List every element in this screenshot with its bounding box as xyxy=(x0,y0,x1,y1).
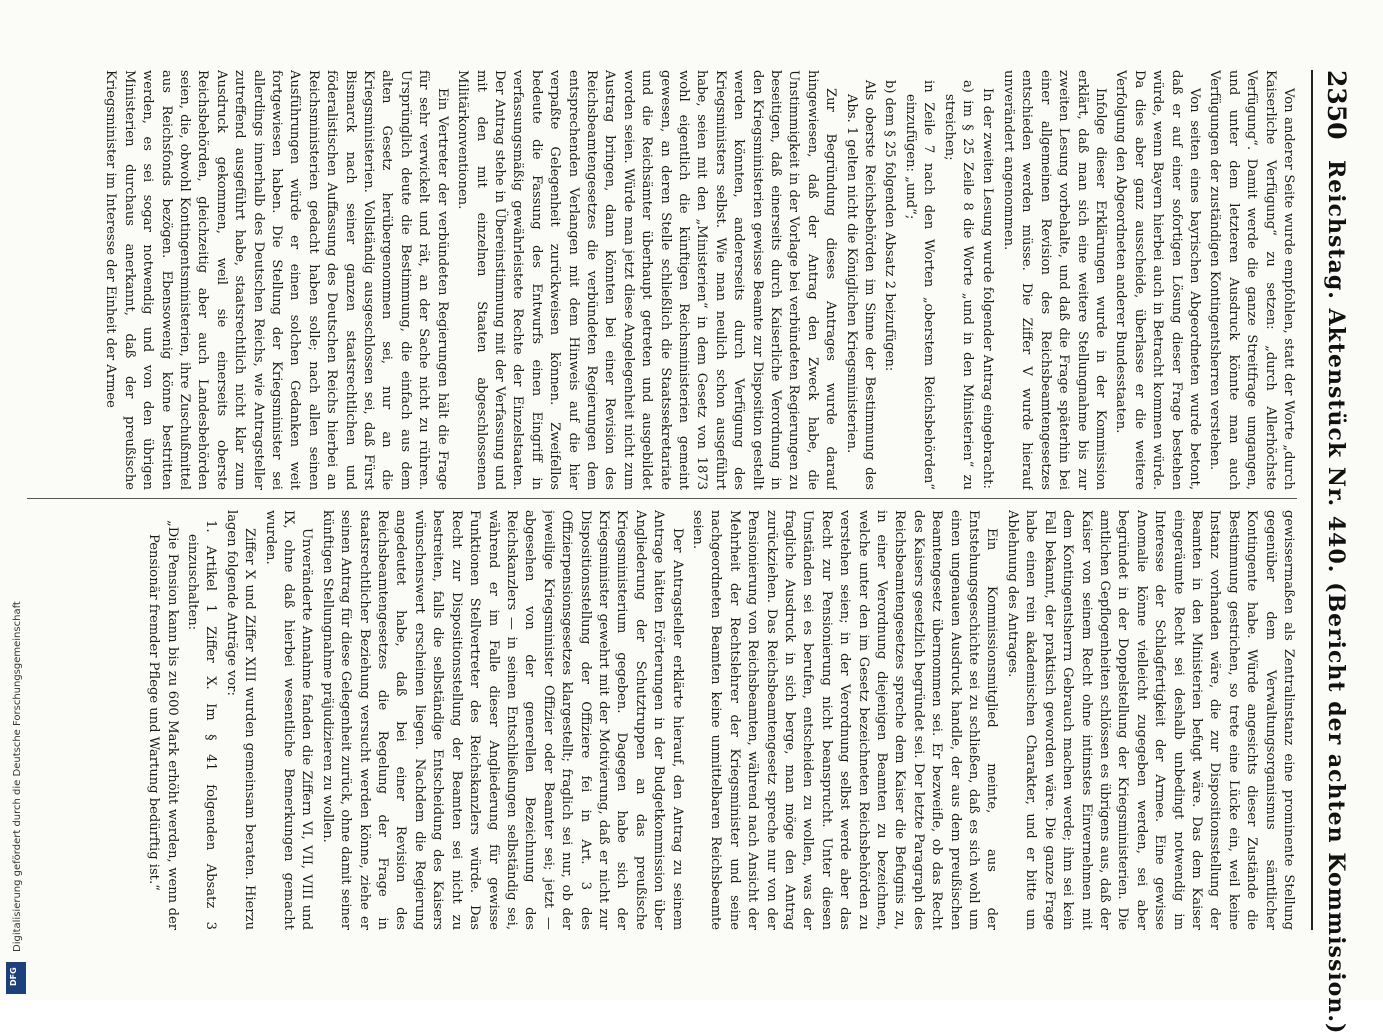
paragraph: In der zweiten Lesung wurde folgender Antrag eingebracht: xyxy=(980,88,996,489)
motion-item: 1. Artikel 1 Ziffer X. Im § 41 folgenden Absatz 3 einzuschalten: xyxy=(185,520,219,930)
right-text-column xyxy=(27,510,1297,930)
page-number: 2350 xyxy=(1322,70,1351,140)
left-text-column xyxy=(27,70,1297,490)
page-header xyxy=(1311,70,1355,1034)
motion-item: „Die Pension kann bis zu 600 Mark erhöht werden, wenn der Pensionär fremder Pflege und Wartung bedürftig ist.“ xyxy=(146,520,180,930)
running-title: Reichstag. Aktenstück Nr. 440. (Bericht der achten Kommission.) xyxy=(1323,160,1349,1034)
digitization-note xyxy=(12,601,24,952)
paragraph: Infolge dieser Erklärungen wurde in der Kommission erklärt, daß man sich eine weitere Stellungnahme bis zur zweiten Lesung vorbehalte, und daß die Frage späterhin bei einer allgemeinen Revision des Reichsbeamtengesetzes entschieden werden müsse. Die Ziffer V wurde hierauf unverändert angenommen. xyxy=(1000,70,1108,490)
paragraph: Der Antragsteller erklärte hierauf, den Antrag zu seinem Antrage hätten Erörterungen in der Budgetkommission über Angliederung der Schutztruppen an das preußische Kriegsministerium gegeben. Dagegen habe sich der Kriegsminister gewehrt mit der Motivierung, daß er nicht zur Dispositionsstellung der Offiziere fei in Art. 3 des Offizierpensionsgesetzes klargestellt; fraglich sei nur, ob der jeweilige Kriegsminister Offizier oder Beamter sei; jetzt — abgesehen von der generellen Bezeichnung des Reichskanzlers — in seinen Entschließungen selbständig sei, während er im Falle dieser Angliederung für gewisse Funktionen Stellvertreter des Reichskanzlers würde. Das Recht zur Dispositionsstellung der Beamten sei nicht zu bestreiten, falls die selbständige Entscheidung des Kaisers wünschenswert erscheinen liegen. Nachdem die Regierung angedeutet habe, daß bei einer Revision des Reichsbeamtengesetzes die Regelung der Frage in staatsrechtlicher Beziehung versucht werden könne, ziehe er seinen Antrag für diese Gelegenheit zurück, ohne damit seiner künftigen Stellungnahme präjudizieren zu wollen. xyxy=(319,510,685,930)
dfg-logo-text: DFG xyxy=(9,967,18,986)
column-divider xyxy=(27,498,1297,499)
paragraph: gewissermaßen als Zentralinstanz eine prominente Stellung gegenüber dem Verwaltungsorganismus sämtlicher Kontingente habe. Würde angesichts dieser Zustände die Bestimmung gestrichen, so trete eine Lücke ein, weil keine Instanz vorhanden wäre, die zur Dispositionsstellung der Beamten in den Ministerien befugt wäre. Das dem Kaiser eingeräumte Recht sei deshalb unbedingt notwendig im Interesse der Schlagfertigkeit der Armee. Eine gewisse Anomalie könne vielleicht zugegeben werden, sei aber begründet in der Doppelstellung der Kriegsministerien. Die amtlichen Gepflogenheiten schlössen es übrigens aus, daß der Kaiser von seinem Recht ohne intimstes Einvernehmen mit dem Kontingentsherrn Gebrauch machen werde; ihm sei kein Fall bekannt, der praktisch geworden wäre. Die ganze Frage habe einen rein akademischen Charakter, und er bitte um Ablehnung des Antrages. xyxy=(1004,510,1296,930)
paragraph: Von anderer Seite wurde empfohlen, statt der Worte „durch Kaiserliche Verfügung“ zu setzen: „durch Allerhöchste Verfügung“. Damit werde die ganze Streitfrage umgangen, und unter dem letzteren Ausdruck könnte man auch Verfügungen der zuständigen Kontingentsherren verstehen. xyxy=(1207,70,1296,490)
motion-item: in Zeile 7 nach den Worten „oberstem Reichsbehörden“ einzufügen: „und“; xyxy=(902,80,937,490)
paragraph: Ziffer X und Ziffer XIII wurden gemeinsam beraten. Hierzu lagen folgende Anträge vor: xyxy=(223,510,258,930)
paragraph: Von seiten eines bayrischen Abgeordneten wurde betont, daß er auf einer sofortigen Lösung dieser Frage bestehen würde, wenn Bayern hierbei auch in Betracht kommen würde. Da dies aber ganz ausscheide, überlasse er die weitere Verfolgung den Abgeordneten anderer Bundesstaaten. xyxy=(1113,70,1202,490)
motion-item: a) im § 25 Zeile 8 die Worte „und in den Ministerien“ zu streichen; xyxy=(941,80,976,490)
paragraph: Zur Begründung dieses Antrages wurde darauf hingewiesen, daß der Antrag den Zweck habe, die Unstimmigkeit in der Vorlage bei verbündeten Regierungen zu beseitigen, daß einerseits durch Kaiserliche Verordnung in den Kriegsministerien gewisse Beamte zur Disposition gestellt werden könnten, andererseits durch Verfügung des Kriegsministers selbst. Wie man neulich schon ausgeführt habe, seien mit den „Ministerien“ in dem Gesetz von 1873 wohl eigentlich die künftigen Reichsministerien gemeint gewesen, an deren Stelle schließlich die Staatssekretariate und die Reichsämter überhaupt getreten und ausgebildet worden seien. Würde man jetzt diese Angelegenheit nicht zum Austrag bringen, dann könnten bei einer Revision des Reichsbeamtengesetzes die verbündeten Regierungen dem entsprechenden Verlangen mit dem Hinweis auf die hier verpaßte Gelegenheit zurückweisen können. Zweifellos bedeute die Fassung des Entwurfs einen Eingriff in verfassungsmäßig gewährleistete Rechte der Einzelstaaten. Der Antrag stehe in Übereinstimmung mit der Verfassung und mit den mit einzelnen Staaten abgeschlossenen Militärkonventionen. xyxy=(455,70,839,490)
dfg-logo xyxy=(6,962,26,994)
paragraph: Unveränderte Annahme fanden die Ziffern VI, VII, VIII und IX, ohne daß hierbei wesentliche Bemerkungen gemacht wurden. xyxy=(262,510,315,930)
motion-item: Als oberste Reichsbehörden im Sinne der Bestimmung des Abs. 1 gelten nicht die Königlichen Kriegsministerien. xyxy=(843,80,878,490)
paragraph: Ein Kommissionsmitglied meinte, aus der Entstehungsgeschichte sei zu schließen, daß es sich wohl um einen ungenauen Ausdruck handle, der aus dem preußischen Beamtengesetz übernommen sei. Er bezweifle, ob das Recht des Kaisers gesetzlich begründet sei. Der letzte Paragraph des Reichsbeamtengesetzes spreche dem Kaiser die Befugnis zu, in einer Verordnung diejenigen Beamten zu bezeichnen, welche unter den im Gesetz bezeichneten Reichsbehörden zu verstehen seien; in der Verordnung selbst werde aber das Recht zur Pensionierung nicht beansprucht. Unter diesen Umständen sei es berufen, entscheiden zu wollen, was der fragliche Ausdruck in sich berge, man möge den Antrag zurückziehen. Das Reichsbeamtengesetz spreche nur von der Pensionierung von Reichsbeamten, während nach Ansicht der Mehrheit der Rechtslehrer der Kriegsminister und seine nachgeordneten Beamten keine unmittelbaren Reichsbeamte seien. xyxy=(690,510,1000,930)
paragraph: Ein Vertreter der verbündeten Regierungen hält die Frage für sehr verwickelt und rät, an der Sache nicht zu rühren. Ursprünglich deute die Bestimmung, die einfach aus dem alten Gesetz herübergenommen sei, nur an die Kriegsministerien. Vollständig ausgeschlossen sei, daß Fürst Bismarck nach seiner ganzen staatsrechtlichen und föderalistischen Auffassung des Deutschen Reichs hierbei an Reichsministerien gedacht haben solle; nach allen seinen Ausführungen würde er einen solchen Gedanken weit fortgewiesen haben. Die Stellung der Kriegsminister sei allerdings innerhalb des Deutschen Reichs, wie Antragsteller zutreffend ausgeführt habe, staatsrechtlich nicht klar zum Ausdruck gekommen, weil sie einerseits oberste Reichsbehörden, gleichzeitig aber auch Landesbehörden seien, die, obwohl Kontingentsministerien, ihre Zuschußmittel aus Reichsfonds bezögen. Ebensowenig könne bestritten werden, es sei sogar notwendig und von den übrigen Ministerien durchaus anerkannt, daß der preußische Kriegsminister im Interesse der Einheit der Armee xyxy=(103,70,450,490)
motion-item: b) dem § 25 folgenden Absatz 2 beizufügen: xyxy=(882,80,898,372)
digitization-note-text: Digitalisierung gefördert durch die Deutsche Forschungsgemeinschaft xyxy=(12,601,23,952)
